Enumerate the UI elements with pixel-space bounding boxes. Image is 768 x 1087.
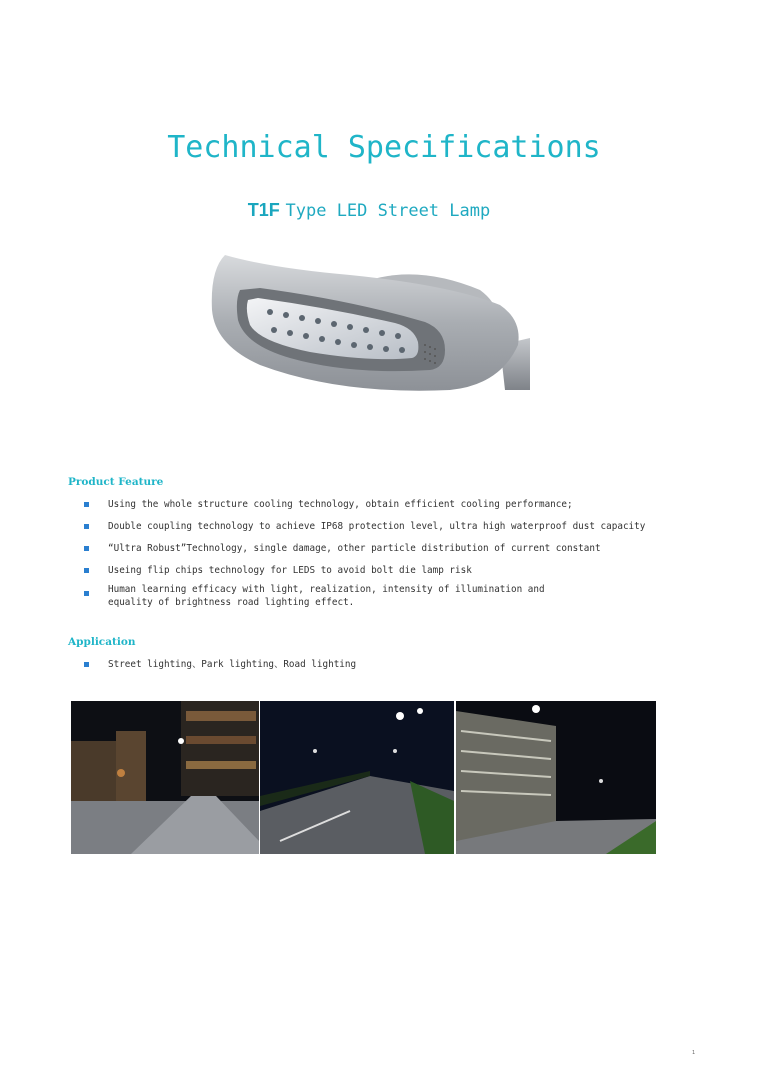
square-bullet-icon — [84, 524, 89, 529]
subtitle-text: Type LED Street Lamp — [285, 201, 491, 221]
street-photo-3 — [456, 701, 656, 854]
page-subtitle — [0, 200, 738, 221]
application-photos — [71, 701, 656, 854]
street-lamp-image — [200, 250, 530, 400]
application-heading: Application — [68, 636, 136, 648]
list-item: Street lighting、Park lighting、Road lighting — [68, 658, 668, 671]
list-item: Useing flip chips technology for LEDS to avoid bolt die lamp risk — [68, 564, 668, 577]
application-list — [68, 658, 668, 671]
square-bullet-icon — [84, 591, 89, 596]
square-bullet-icon — [84, 502, 89, 507]
product-feature-list — [68, 498, 668, 609]
square-bullet-icon — [84, 546, 89, 551]
square-bullet-icon — [84, 568, 89, 573]
square-bullet-icon — [84, 662, 89, 667]
model-name: T1F — [247, 200, 280, 220]
page-title: Technical Specifications — [167, 130, 601, 165]
page-number: 1 — [692, 1050, 696, 1056]
street-photo-1 — [71, 701, 259, 854]
list-item: Using the whole structure cooling technology, obtain efficient cooling performance; — [68, 498, 668, 511]
list-item: “Ultra Robust”Technology, single damage, other particle distribution of current constant — [68, 542, 668, 555]
list-item: Double coupling technology to achieve IP68 protection level, ultra high waterproof dust capacity — [68, 520, 668, 533]
list-item: Human learning efficacy with light, realization, intensity of illumination and equality of brightness road lighting effect. — [68, 583, 588, 609]
product-feature-heading: Product Feature — [68, 476, 164, 488]
street-photo-2 — [260, 701, 454, 854]
